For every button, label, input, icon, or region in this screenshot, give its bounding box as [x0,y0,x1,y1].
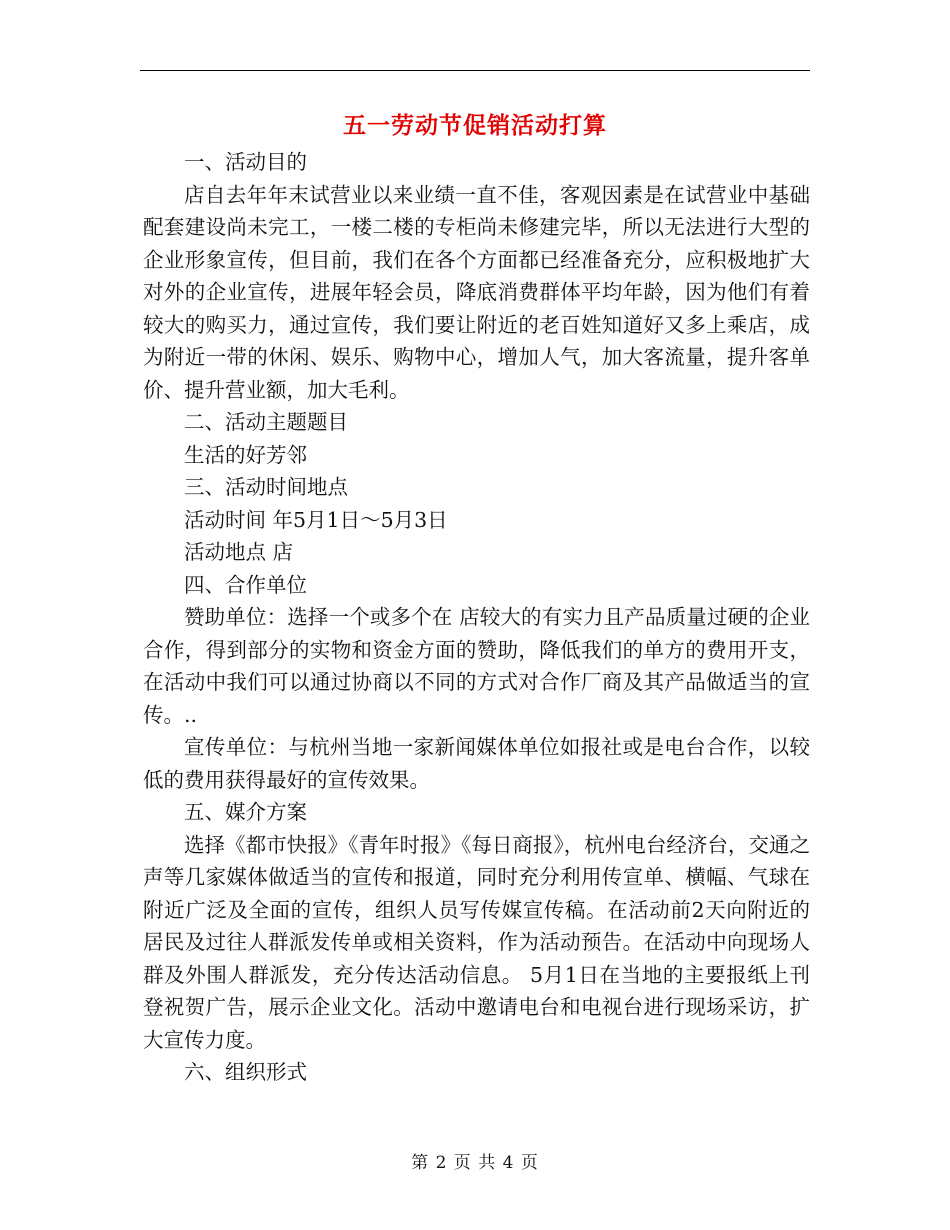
paragraph-publicity-partner: 宣传单位：与杭州当地一家新闻媒体单位如报社或是电台合作，以较低的费用获得最好的宣传效果。 [143,735,810,792]
paragraph-place: 活动地点 店 [184,540,294,564]
section-heading-organization: 六、组织形式 [184,1060,307,1084]
paragraph-theme: 生活的好芳邻 [184,442,307,467]
paragraph-time: 活动时间 年5月1日～5月3日 [184,507,448,532]
section-heading-partners: 四、合作单位 [184,572,307,597]
paragraph-media: 选择《都市快报》《青年时报》《每日商报》，杭州电台经济台，交通之声等几家媒体做适当的宣传和报道，同时充分利用传宣单、横幅、气球在附近广泛及全面的宣传，组织人员写传媒宣传稿。在活动前2天向附近的居民及过往人群派发传单或相关资料，作为活动预告。在活动中向现场人群及外围人群派发，充分传达活动信息。 5月1日在当地的主要报纸上刊登祝贺广告，展示企业文化。活动中邀请电台和电视台进行现场采访，扩大宣传力度。 [143,832,810,1052]
section-heading-time-place: 三、活动时间地点 [184,475,348,499]
document-title: 五一劳动节促销活动打算 [343,112,607,139]
document-body [143,146,810,1089]
section-heading-theme: 二、活动主题题目 [184,410,348,434]
section-heading-media: 五、媒介方案 [184,800,307,824]
header-rule [140,70,810,71]
page-number: 第 2 页 共 4 页 [411,1153,539,1173]
paragraph-sponsor: 赞助单位：选择一个或多个在 店较大的有实力且产品质量过硬的企业合作，得到部分的实物和资金方面的赞助，降低我们的单方的费用开支，在活动中我们可以通过协商以不同的方式对合作厂商及其产品做适当的宣传。.. [143,605,810,727]
paragraph-purpose: 店自去年年末试营业以来业绩一直不佳，客观因素是在试营业中基础配套建设尚未完工，一楼二楼的专柜尚未修建完毕，所以无法进行大型的企业形象宣传，但目前，我们在各个方面都已经准备充分，应积极地扩大对外的企业宣传，进展年轻会员，降底消费群体平均年龄，因为他们有着较大的购买力，通过宣传，我们要让附近的老百姓知道好又多上乘店，成为附近一带的休闲、娱乐、购物中心，增加人气，加大客流量，提升客单价、提升营业额，加大毛利。 [143,182,810,402]
section-heading-purpose: 一、活动目的 [184,150,307,174]
